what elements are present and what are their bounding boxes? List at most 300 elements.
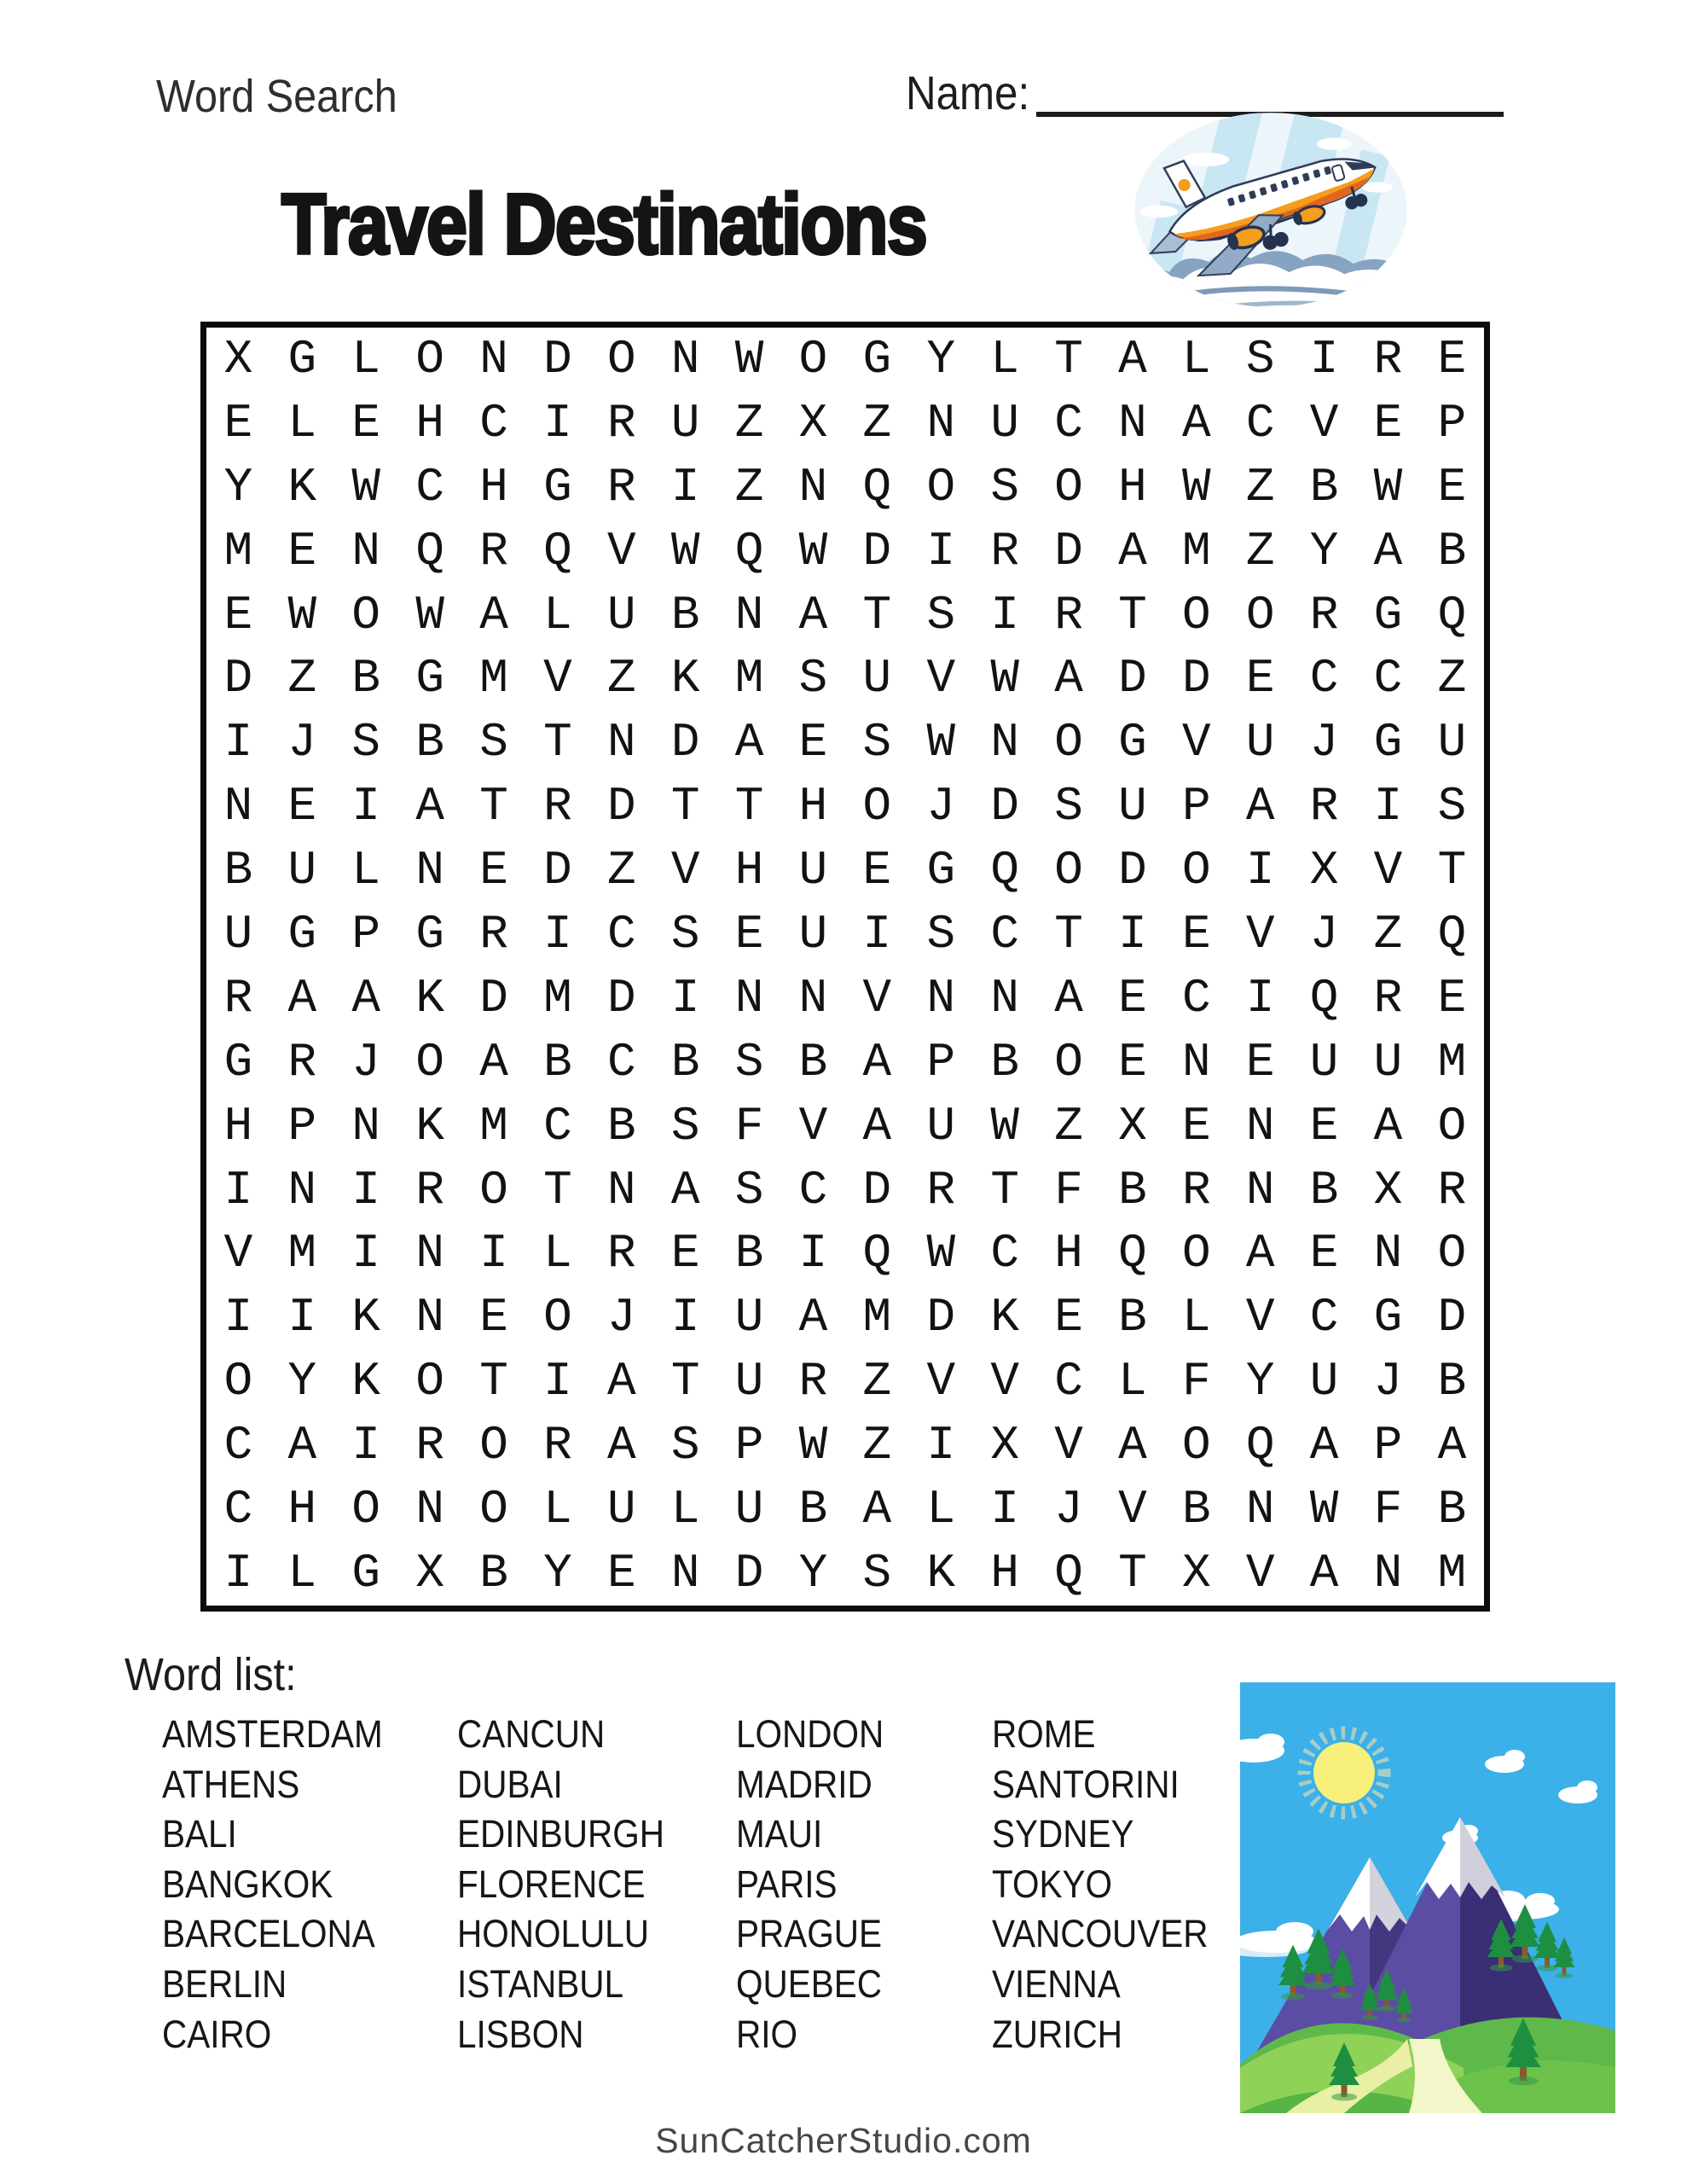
grid-letter: I	[351, 1162, 381, 1217]
grid-letter: R	[1373, 970, 1403, 1025]
grid-letter: I	[223, 1162, 253, 1217]
grid-letter: L	[1118, 1354, 1147, 1409]
grid-letter: Z	[862, 395, 892, 450]
grid-letter: G	[351, 1545, 381, 1600]
grid-letter: N	[1245, 1162, 1275, 1217]
grid-letter: R	[415, 1162, 444, 1217]
grid-letter: X	[1373, 1162, 1403, 1217]
word-list-column-3	[736, 1710, 884, 2059]
grid-letter: X	[1118, 1098, 1147, 1153]
grid-letter: B	[670, 587, 700, 642]
grid-letter: C	[223, 1418, 253, 1473]
grid-letter: T	[1118, 587, 1147, 642]
grid-letter: W	[670, 523, 700, 578]
grid-letter: O	[1054, 715, 1083, 770]
grid-letter: O	[543, 1290, 572, 1345]
grid-letter: C	[990, 1226, 1019, 1281]
grid-letter: N	[415, 1290, 444, 1345]
grid-letter: T	[1054, 332, 1083, 386]
grid-letter: R	[479, 907, 508, 962]
grid-letter: N	[798, 459, 828, 514]
grid-letter: S	[926, 907, 956, 962]
grid-letter: A	[862, 1482, 892, 1537]
grid-letter: I	[351, 1226, 381, 1281]
word-list-item: ISTANBUL	[457, 1961, 624, 2006]
grid-letter: O	[1437, 1098, 1467, 1153]
grid-letter: A	[479, 587, 508, 642]
grid-row	[206, 1478, 1484, 1542]
grid-letter: J	[926, 779, 956, 834]
grid-letter: I	[543, 907, 572, 962]
grid-letter: E	[287, 523, 317, 578]
grid-letter: I	[287, 1290, 317, 1345]
word-list-item: ROME	[992, 1712, 1096, 1756]
grid-letter: A	[670, 1162, 700, 1217]
grid-letter: D	[1437, 1290, 1467, 1345]
grid-letter: O	[1054, 843, 1083, 898]
grid-letter: U	[1373, 1034, 1403, 1089]
word-list-item: SANTORINI	[992, 1762, 1180, 1806]
grid-letter: J	[1373, 1354, 1403, 1409]
grid-letter: C	[1182, 970, 1211, 1025]
grid-letter: E	[1437, 332, 1467, 386]
grid-letter: X	[990, 1418, 1019, 1473]
grid-row	[206, 1159, 1484, 1223]
grid-letter: L	[670, 1482, 700, 1537]
grid-letter: C	[543, 1098, 572, 1153]
grid-letter: O	[415, 332, 444, 386]
grid-letter: B	[1118, 1290, 1147, 1345]
grid-letter: K	[990, 1290, 1019, 1345]
grid-letter: V	[1245, 1545, 1275, 1600]
grid-letter: A	[1182, 395, 1211, 450]
grid-letter: Y	[223, 459, 253, 514]
grid-letter: K	[287, 459, 317, 514]
grid-letter: X	[415, 1545, 444, 1600]
grid-letter: O	[1182, 843, 1211, 898]
grid-row	[206, 1414, 1484, 1478]
doc-type-label: Word Search	[156, 71, 397, 122]
grid-letter: M	[543, 970, 572, 1025]
grid-letter: F	[1182, 1354, 1211, 1409]
grid-letter: A	[1309, 1545, 1339, 1600]
grid-letter: R	[606, 395, 636, 450]
grid-letter: T	[670, 1354, 700, 1409]
grid-letter: F	[734, 1098, 764, 1153]
grid-row	[206, 328, 1484, 392]
grid-letter: P	[351, 907, 381, 962]
grid-letter: K	[351, 1290, 381, 1345]
grid-letter: I	[990, 1482, 1019, 1537]
grid-letter: N	[1373, 1545, 1403, 1600]
grid-letter: A	[862, 1034, 892, 1089]
grid-letter: P	[926, 1034, 956, 1089]
grid-letter: A	[1309, 1418, 1339, 1473]
grid-letter: M	[223, 523, 253, 578]
word-list-item: PARIS	[736, 1862, 838, 1906]
grid-letter: R	[926, 1162, 956, 1217]
grid-row	[206, 1222, 1484, 1286]
grid-letter: S	[862, 1545, 892, 1600]
grid-letter: U	[734, 1354, 764, 1409]
grid-letter: A	[1245, 779, 1275, 834]
grid-letter: S	[990, 459, 1019, 514]
grid-letter: A	[1437, 1418, 1467, 1473]
word-list-heading: Word list:	[125, 1649, 297, 1700]
grid-letter: O	[479, 1482, 508, 1537]
grid-letter: A	[1118, 1418, 1147, 1473]
word-list-item: FLORENCE	[457, 1862, 646, 1906]
grid-letter: J	[287, 715, 317, 770]
grid-letter: N	[479, 332, 508, 386]
grid-letter: W	[798, 1418, 828, 1473]
grid-letter: B	[351, 651, 381, 706]
grid-letter: E	[670, 1226, 700, 1281]
landscape-icon	[1240, 1682, 1615, 2113]
grid-letter: T	[862, 587, 892, 642]
grid-letter: R	[606, 1226, 636, 1281]
grid-letter: K	[670, 651, 700, 706]
grid-letter: E	[798, 715, 828, 770]
grid-letter: A	[1245, 1226, 1275, 1281]
grid-letter: C	[479, 395, 508, 450]
grid-letter: Z	[734, 459, 764, 514]
grid-letter: D	[479, 970, 508, 1025]
grid-letter: H	[798, 779, 828, 834]
grid-letter: H	[223, 1098, 253, 1153]
grid-letter: O	[926, 459, 956, 514]
grid-letter: Q	[990, 843, 1019, 898]
grid-letter: H	[287, 1482, 317, 1537]
grid-letter: Y	[798, 1545, 828, 1600]
grid-letter: B	[479, 1545, 508, 1600]
grid-letter: I	[223, 1290, 253, 1345]
grid-letter: C	[606, 1034, 636, 1089]
grid-letter: R	[1373, 332, 1403, 386]
grid-letter: D	[926, 1290, 956, 1345]
grid-letter: O	[1054, 459, 1083, 514]
grid-letter: Q	[415, 523, 444, 578]
grid-letter: U	[1309, 1354, 1339, 1409]
grid-letter: E	[1245, 651, 1275, 706]
grid-letter: E	[734, 907, 764, 962]
grid-letter: I	[670, 970, 700, 1025]
grid-letter: E	[1054, 1290, 1083, 1345]
grid-letter: W	[415, 587, 444, 642]
grid-letter: H	[415, 395, 444, 450]
grid-letter: D	[1182, 651, 1211, 706]
grid-letter: U	[1118, 779, 1147, 834]
word-search-grid	[200, 322, 1490, 1612]
grid-letter: Q	[1054, 1545, 1083, 1600]
word-list-item: BERLIN	[162, 1961, 287, 2006]
grid-letter: C	[1054, 1354, 1083, 1409]
grid-row	[206, 1095, 1484, 1159]
grid-letter: C	[798, 1162, 828, 1217]
grid-letter: I	[1309, 332, 1339, 386]
grid-letter: N	[990, 970, 1019, 1025]
grid-letter: I	[670, 459, 700, 514]
grid-row	[206, 392, 1484, 456]
grid-row	[206, 775, 1484, 839]
grid-row	[206, 584, 1484, 648]
grid-row	[206, 711, 1484, 775]
grid-letter: N	[606, 1162, 636, 1217]
grid-letter: Z	[862, 1418, 892, 1473]
site-credit: SunCatcherStudio.com	[655, 2121, 1032, 2160]
grid-letter: B	[1309, 1162, 1339, 1217]
grid-letter: M	[1182, 523, 1211, 578]
grid-letter: E	[1437, 970, 1467, 1025]
grid-letter: D	[606, 970, 636, 1025]
grid-letter: V	[990, 1354, 1019, 1409]
grid-letter: M	[734, 651, 764, 706]
grid-letter: R	[1182, 1162, 1211, 1217]
grid-letter: S	[1054, 779, 1083, 834]
grid-letter: D	[990, 779, 1019, 834]
grid-letter: A	[1118, 332, 1147, 386]
grid-letter: O	[1182, 1226, 1211, 1281]
word-list-column-1	[162, 1710, 383, 2059]
grid-letter: N	[415, 843, 444, 898]
grid-letter: O	[1437, 1226, 1467, 1281]
grid-letter: M	[1437, 1545, 1467, 1600]
grid-letter: I	[670, 1290, 700, 1345]
grid-letter: C	[1054, 395, 1083, 450]
grid-letter: V	[1245, 1290, 1275, 1345]
grid-letter: N	[734, 970, 764, 1025]
grid-letter: V	[606, 523, 636, 578]
grid-letter: A	[415, 779, 444, 834]
grid-letter: O	[223, 1354, 253, 1409]
grid-letter: I	[862, 907, 892, 962]
grid-letter: R	[798, 1354, 828, 1409]
grid-letter: E	[1373, 395, 1403, 450]
grid-letter: S	[1245, 332, 1275, 386]
grid-letter: E	[1118, 970, 1147, 1025]
grid-letter: O	[1182, 1418, 1211, 1473]
grid-letter: D	[606, 779, 636, 834]
grid-letter: Z	[606, 843, 636, 898]
grid-letter: U	[223, 907, 253, 962]
grid-letter: W	[990, 651, 1019, 706]
grid-letter: K	[415, 970, 444, 1025]
grid-letter: A	[606, 1354, 636, 1409]
grid-letter: B	[606, 1098, 636, 1153]
grid-letter: V	[223, 1226, 253, 1281]
grid-letter: L	[543, 1226, 572, 1281]
grid-letter: E	[1182, 1098, 1211, 1153]
word-list-item: BANGKOK	[162, 1862, 333, 1906]
grid-letter: W	[1182, 459, 1211, 514]
grid-letter: N	[606, 715, 636, 770]
grid-letter: D	[543, 332, 572, 386]
grid-letter: W	[351, 459, 381, 514]
grid-letter: S	[670, 907, 700, 962]
word-list-item: RIO	[736, 2012, 798, 2056]
grid-letter: R	[223, 970, 253, 1025]
grid-letter: R	[1437, 1162, 1467, 1217]
word-list-item: AMSTERDAM	[162, 1712, 383, 1756]
grid-letter: A	[1054, 970, 1083, 1025]
word-list-item: MADRID	[736, 1762, 872, 1806]
grid-row	[206, 1542, 1484, 1606]
grid-letter: I	[990, 587, 1019, 642]
grid-letter: S	[670, 1098, 700, 1153]
word-list-item: LISBON	[457, 2012, 584, 2056]
grid-letter: B	[1437, 1354, 1467, 1409]
grid-letter: D	[862, 523, 892, 578]
grid-letter: I	[798, 1226, 828, 1281]
grid-letter: J	[351, 1034, 381, 1089]
grid-letter: J	[1309, 715, 1339, 770]
grid-letter: N	[1118, 395, 1147, 450]
grid-letter: G	[1118, 715, 1147, 770]
grid-letter: R	[1054, 587, 1083, 642]
grid-row	[206, 967, 1484, 1031]
grid-letter: E	[479, 843, 508, 898]
grid-letter: X	[223, 332, 253, 386]
grid-letter: P	[287, 1098, 317, 1153]
grid-letter: A	[1373, 523, 1403, 578]
grid-letter: L	[351, 332, 381, 386]
grid-letter: W	[1309, 1482, 1339, 1537]
grid-letter: H	[1054, 1226, 1083, 1281]
grid-letter: A	[1118, 523, 1147, 578]
grid-letter: R	[1309, 587, 1339, 642]
grid-letter: L	[1182, 1290, 1211, 1345]
word-list-item: HONOLULU	[457, 1912, 650, 1956]
grid-letter: S	[734, 1034, 764, 1089]
grid-letter: R	[287, 1034, 317, 1089]
grid-letter: I	[1245, 843, 1275, 898]
grid-letter: H	[734, 843, 764, 898]
grid-letter: D	[223, 651, 253, 706]
grid-letter: G	[862, 332, 892, 386]
grid-letter: E	[862, 843, 892, 898]
grid-letter: T	[734, 779, 764, 834]
grid-letter: O	[479, 1162, 508, 1217]
grid-letter: U	[287, 843, 317, 898]
grid-letter: Y	[287, 1354, 317, 1409]
grid-letter: Q	[1118, 1226, 1147, 1281]
grid-letter: W	[798, 523, 828, 578]
grid-letter: E	[351, 395, 381, 450]
grid-letter: G	[223, 1034, 253, 1089]
word-list-item: TOKYO	[992, 1862, 1113, 1906]
grid-row	[206, 1031, 1484, 1095]
grid-letter: H	[990, 1545, 1019, 1600]
grid-letter: K	[415, 1098, 444, 1153]
grid-letter: G	[543, 459, 572, 514]
grid-row	[206, 520, 1484, 584]
grid-letter: X	[798, 395, 828, 450]
grid-letter: G	[1373, 715, 1403, 770]
grid-letter: U	[990, 395, 1019, 450]
grid-letter: R	[543, 1418, 572, 1473]
grid-letter: O	[862, 779, 892, 834]
grid-letter: V	[543, 651, 572, 706]
grid-letter: N	[1245, 1482, 1275, 1537]
grid-letter: C	[1309, 1290, 1339, 1345]
grid-letter: W	[287, 587, 317, 642]
grid-letter: E	[1309, 1226, 1339, 1281]
grid-letter: E	[223, 395, 253, 450]
grid-letter: Z	[606, 651, 636, 706]
grid-letter: V	[670, 843, 700, 898]
grid-letter: U	[926, 1098, 956, 1153]
grid-letter: Z	[1245, 523, 1275, 578]
grid-letter: T	[479, 1354, 508, 1409]
grid-letter: T	[543, 1162, 572, 1217]
grid-letter: V	[1309, 395, 1339, 450]
grid-letter: T	[670, 779, 700, 834]
grid-letter: I	[1118, 907, 1147, 962]
grid-letter: L	[926, 1482, 956, 1537]
grid-letter: H	[479, 459, 508, 514]
grid-letter: V	[926, 651, 956, 706]
grid-letter: Q	[862, 459, 892, 514]
grid-letter: V	[1245, 907, 1275, 962]
grid-letter: F	[1054, 1162, 1083, 1217]
grid-letter: M	[287, 1226, 317, 1281]
grid-letter: O	[1182, 587, 1211, 642]
grid-letter: Z	[1245, 459, 1275, 514]
grid-letter: N	[670, 1545, 700, 1600]
grid-letter: A	[479, 1034, 508, 1089]
grid-letter: L	[543, 1482, 572, 1537]
grid-letter: T	[479, 779, 508, 834]
grid-letter: P	[1182, 779, 1211, 834]
grid-letter: N	[670, 332, 700, 386]
grid-letter: W	[926, 1226, 956, 1281]
grid-letter: A	[734, 715, 764, 770]
grid-letter: B	[1437, 523, 1467, 578]
grid-letter: A	[798, 1290, 828, 1345]
grid-letter: V	[926, 1354, 956, 1409]
grid-letter: S	[670, 1418, 700, 1473]
word-list-item: CANCUN	[457, 1712, 606, 1756]
grid-letter: S	[1437, 779, 1467, 834]
grid-letter: U	[670, 395, 700, 450]
grid-letter: A	[351, 970, 381, 1025]
grid-letter: B	[734, 1226, 764, 1281]
grid-letter: U	[606, 1482, 636, 1537]
grid-letter: N	[926, 395, 956, 450]
grid-letter: Q	[543, 523, 572, 578]
grid-letter: W	[990, 1098, 1019, 1153]
word-list-item: VIENNA	[992, 1961, 1121, 2006]
grid-letter: G	[926, 843, 956, 898]
grid-letter: Q	[1437, 587, 1467, 642]
grid-letter: Y	[926, 332, 956, 386]
grid-letter: B	[798, 1034, 828, 1089]
grid-letter: S	[479, 715, 508, 770]
grid-letter: B	[990, 1034, 1019, 1089]
grid-letter: L	[287, 395, 317, 450]
grid-letter: H	[1118, 459, 1147, 514]
grid-letter: I	[543, 1354, 572, 1409]
grid-letter: X	[1182, 1545, 1211, 1600]
grid-letter: B	[798, 1482, 828, 1537]
word-list-item: SYDNEY	[992, 1812, 1134, 1856]
grid-letter: N	[415, 1482, 444, 1537]
grid-letter: B	[1182, 1482, 1211, 1537]
grid-letter: Z	[1437, 651, 1467, 706]
grid-letter: N	[990, 715, 1019, 770]
grid-letter: B	[543, 1034, 572, 1089]
grid-letter: J	[606, 1290, 636, 1345]
